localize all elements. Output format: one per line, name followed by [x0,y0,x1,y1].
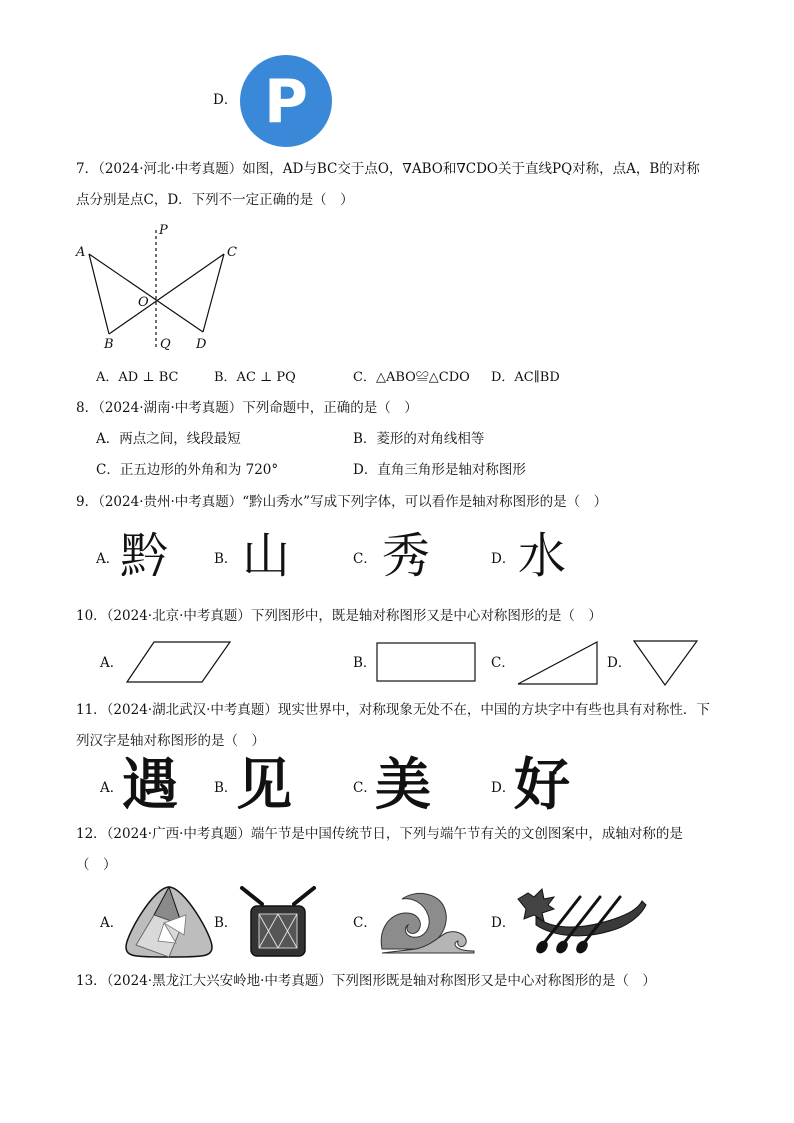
label-a: A [76,245,86,260]
dragon-boat-icon [514,887,650,955]
segment-bc [109,254,224,334]
rectangle-shape [376,642,476,682]
q11-char-a: 遇 [122,753,178,818]
label-c: C [227,245,237,260]
q9-char-c: 秀 [382,528,431,584]
q7-option-a[interactable]: A．AD ⊥ BC [96,370,179,385]
q7-option-c[interactable]: C．△ABO≌△CDO [353,370,470,385]
q7-stem-line2: 点分别是点C，D．下列不一定正确的是（ ） [76,192,354,208]
q10-label-d[interactable]: D． [607,655,632,671]
q9-char-a: 黔 [120,528,169,584]
q9-label-b[interactable]: B． [214,551,238,567]
label-d: D [196,337,207,352]
inverted-triangle-shape [633,640,699,686]
q12-stem-line2: （ ） [76,857,117,873]
zongzi-icon [124,885,214,959]
q9-label-d[interactable]: D． [491,551,516,567]
q12-label-a[interactable]: A． [100,915,124,931]
q13-stem: 13．（2024·黑龙江大兴安岭地·中考真题）下列图形既是轴对称图形又是中心对称图形的是（ ） [76,973,656,989]
q9-label-a[interactable]: A． [96,551,120,567]
q11-label-d[interactable]: D． [491,780,516,796]
drum-icon [238,886,318,958]
q11-label-c[interactable]: C． [353,780,377,796]
q9-stem: 9．（2024·贵州·中考真题）“黔山秀水”写成下列字体，可以看作是轴对称图形的是（ ） [76,494,608,510]
q11-label-a[interactable]: A． [100,780,124,796]
q7-stem-line1: 7．（2024·河北·中考真题）如图，AD与BC交于点O，∇ABO和∇CDO关于直线PQ对称，点A，B的对称 [76,161,700,177]
q11-stem-line2: 列汉字是轴对称图形的是（ ） [76,733,265,749]
q8-option-c[interactable]: C．正五边形的外角和为 720° [96,462,279,478]
q8-stem: 8．（2024·湖南·中考真题）下列命题中，正确的是（ ） [76,400,418,416]
q11-char-b: 见 [236,753,292,818]
q12-stem-line1: 12．（2024·广西·中考真题）端午节是中国传统节日，下列与端午节有关的文创图案中，成轴对称的是 [76,826,683,842]
q11-stem-line1: 11．（2024·湖北武汉·中考真题）现实世界中，对称现象无处不在，中国的方块字中有些也具有对称性．下 [76,702,710,718]
q7-option-d[interactable]: D．AC∥BD [491,370,560,385]
q8-option-d[interactable]: D．直角三角形是轴对称图形 [353,462,526,478]
wave-cloud-icon [376,889,476,955]
q12-label-d[interactable]: D． [491,915,516,931]
p-logo-icon [240,55,332,147]
q8-option-a[interactable]: A．两点之间，线段最短 [96,431,241,447]
q11-label-b[interactable]: B． [214,780,238,796]
q7-option-b[interactable]: B．AC ⊥ PQ [214,370,296,385]
q9-label-c[interactable]: C． [353,551,377,567]
q10-stem: 10．（2024·北京·中考真题）下列图形中，既是轴对称图形又是中心对称图形的是（ ） [76,608,602,624]
q9-char-b: 山 [242,528,291,584]
q10-label-a[interactable]: A． [100,655,124,671]
parallelogram-shape [126,641,232,683]
label-p: P [159,223,168,238]
q9-char-d: 水 [518,528,567,584]
q7-figure [72,222,252,354]
q10-label-c[interactable]: C． [491,655,515,671]
label-q: Q [160,337,171,352]
q11-char-c: 美 [375,753,431,818]
q8-option-b[interactable]: B．菱形的对角线相等 [353,431,485,447]
p-logo-letter: P [264,67,308,137]
label-b: B [104,337,114,352]
q10-label-b[interactable]: B． [353,655,377,671]
q11-char-d: 好 [514,753,570,818]
q12-label-c[interactable]: C． [353,915,377,931]
label-o: O [138,295,149,310]
q12-label-b[interactable]: B． [214,915,238,931]
right-triangle-shape [517,641,599,685]
q6-option-d-label: D． [213,92,238,108]
